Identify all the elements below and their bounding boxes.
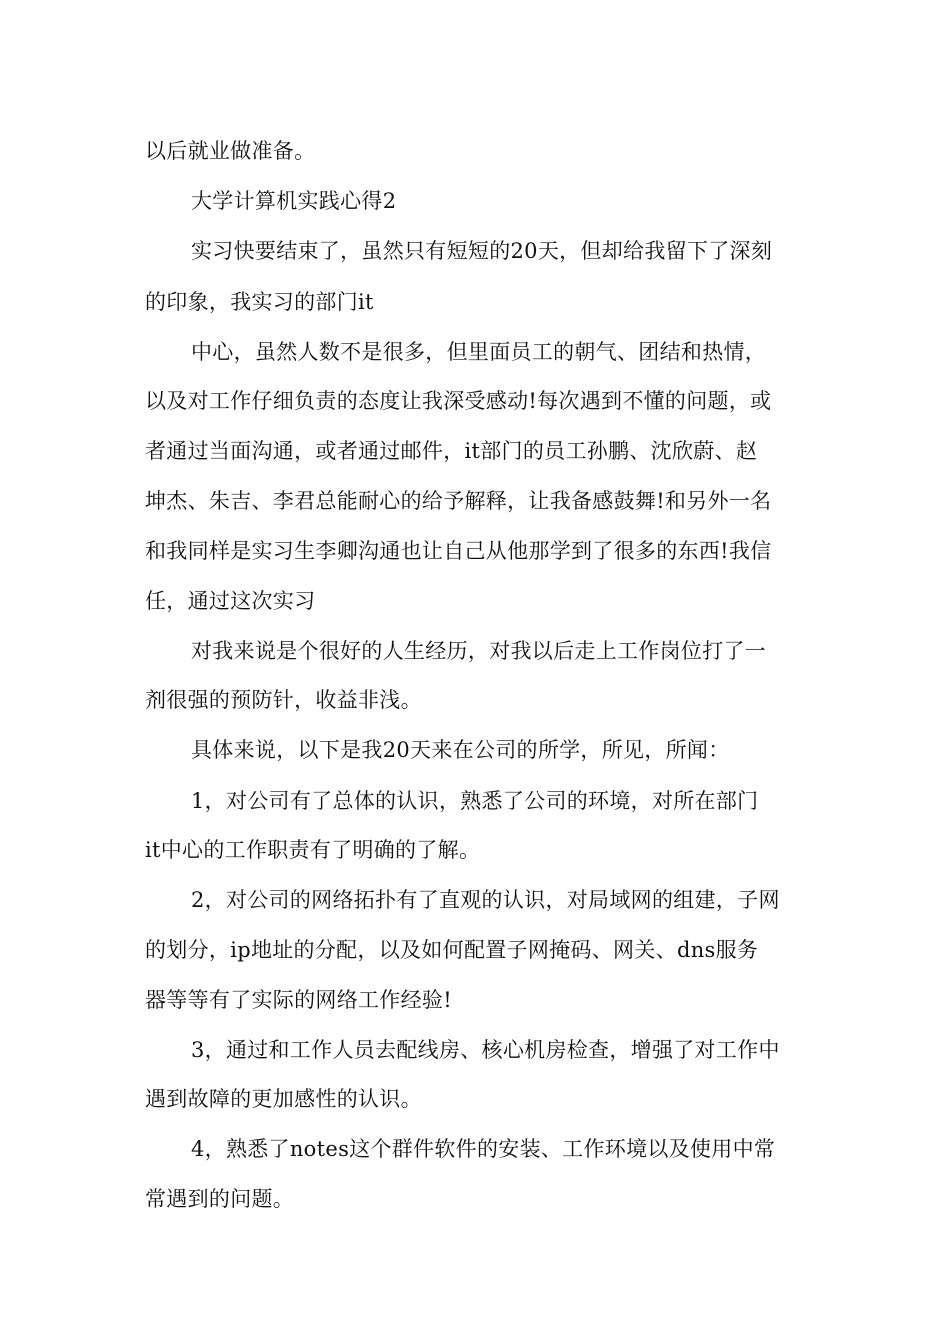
text-line: 的印象，我实习的部门it [145, 290, 374, 314]
text-line: 以及对工作仔细负责的态度让我深受感动!每次遇到不懂的问题，或 [145, 389, 772, 413]
list-item: 3，通过和工作人员去配线房、核心机房检查，增强了对工作中 [191, 1038, 780, 1062]
text-line: 实习快要结束了，虽然只有短短的20天，但却给我留下了深刻 [191, 239, 773, 263]
text-line: 和我同样是实习生李卿沟通也让自己从他那学到了很多的东西!我信 [145, 539, 772, 563]
text-line: 任，通过这次实习 [145, 589, 316, 613]
text-line: 者通过当面沟通，或者通过邮件，it部门的员工孙鹏、沈欣蔚、赵 [145, 439, 758, 463]
list-item: 1，对公司有了总体的认识，熟悉了公司的环境，对所在部门 [191, 789, 759, 813]
list-item: 2，对公司的网络拓扑有了直观的认识，对局域网的组建，子网 [191, 888, 780, 912]
text-line: 对我来说是个很好的人生经历，对我以后走上工作岗位打了一 [191, 639, 767, 663]
text-line: 剂很强的预防针，收益非浅。 [145, 688, 422, 712]
text-line: 中心，虽然人数不是很多，但里面员工的朝气、团结和热情， [191, 340, 767, 364]
text-line: 的划分，ip地址的分配，以及如何配置子网掩码、网关、dns服务 [145, 938, 759, 962]
text-line: 具体来说，以下是我20天来在公司的所学，所见，所闻： [191, 738, 730, 762]
section-heading: 大学计算机实践心得2 [191, 189, 397, 213]
text-line: it中心的工作职责有了明确的了解。 [145, 838, 481, 862]
text-line: 遇到故障的更加感性的认识。 [145, 1087, 422, 1111]
text-line: 以后就业做准备。 [145, 139, 316, 163]
text-line: 常遇到的问题。 [145, 1187, 295, 1211]
list-item: 4，熟悉了notes这个群件软件的安装、工作环境以及使用中常 [191, 1137, 776, 1161]
text-line: 坤杰、朱吉、李君总能耐心的给予解释，让我备感鼓舞!和另外一名 [145, 489, 772, 513]
text-line: 器等等有了实际的网络工作经验! [145, 988, 452, 1012]
